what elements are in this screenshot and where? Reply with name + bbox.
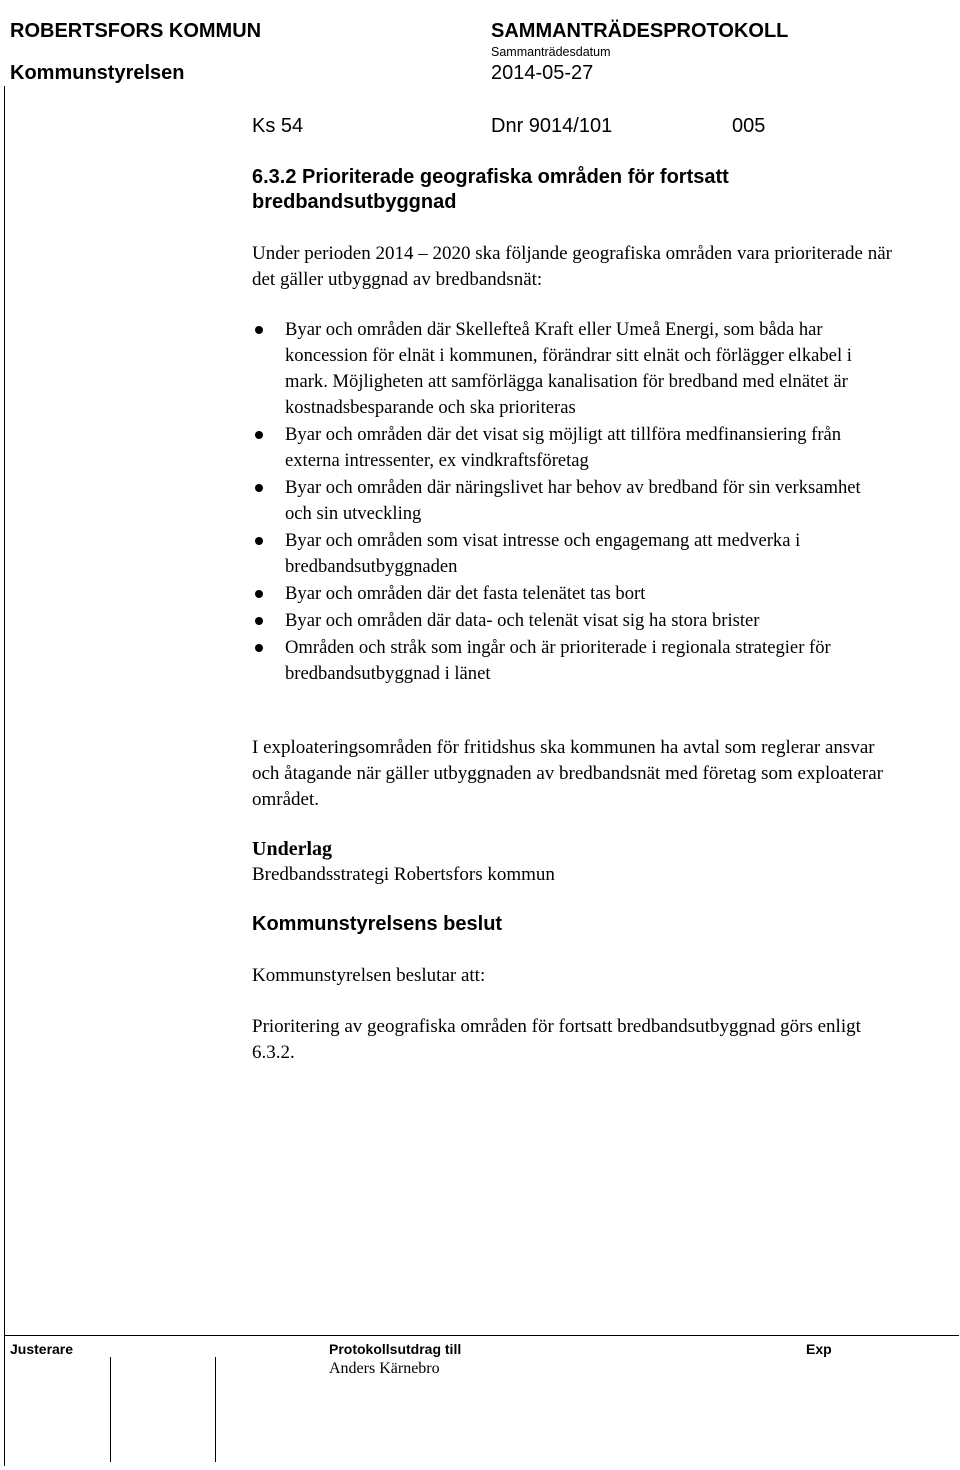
decision-lead: Kommunstyrelsen beslutar att: xyxy=(252,965,486,986)
page-left-border xyxy=(4,86,5,1466)
signature-divider xyxy=(215,1357,216,1462)
bullet-icon xyxy=(255,644,263,652)
meeting-date: 2014-05-27 xyxy=(491,62,594,84)
case-code: 005 xyxy=(732,115,766,137)
exploitation-paragraph: I exploateringsområden för fritidshus ska kommunen ha avtal som reglerar ansvar och åtagande när gäller utbyggnaden av bredbandsnät med företag som exploaterar området. xyxy=(252,737,883,810)
list-item: Byar och områden där data- och telenät visat sig ha stora brister xyxy=(252,608,892,634)
body-name: Kommunstyrelsen xyxy=(10,62,185,84)
bullet-icon xyxy=(255,431,263,439)
intro-paragraph: Under perioden 2014 – 2020 ska följande geografiska områden vara prioriterade när det gäller utbyggnad av bredbandsnät: xyxy=(252,243,892,290)
bullet-icon xyxy=(255,326,263,334)
list-item: Byar och områden där näringslivet har behov av bredband för sin verksamhet och sin utveckling xyxy=(252,475,892,527)
list-item: Områden och stråk som ingår och är prioriterade i regionala strategier för bredbandsutbyggnad i länet xyxy=(252,635,892,687)
footer-rule xyxy=(4,1335,959,1336)
bullet-icon xyxy=(255,590,263,598)
underlag-text: Bredbandsstrategi Robertsfors kommun xyxy=(252,864,555,885)
bullet-icon xyxy=(255,617,263,625)
decision-heading: Kommunstyrelsens beslut xyxy=(252,913,503,935)
date-label: Sammanträdesdatum xyxy=(491,45,611,59)
dnr-number: Dnr 9014/101 xyxy=(491,115,613,137)
signature-divider xyxy=(110,1357,111,1462)
bullet-icon xyxy=(255,484,263,492)
list-item: Byar och områden som visat intresse och engagemang att medverka i bredbandsutbyggnaden xyxy=(252,528,892,580)
municipality-name: ROBERTSFORS KOMMUN xyxy=(10,20,262,42)
protocol-title: SAMMANTRÄDESPROTOKOLL xyxy=(491,20,789,42)
case-number: Ks 54 xyxy=(252,115,304,137)
justerare-label: Justerare xyxy=(10,1341,74,1357)
list-item: Byar och områden där det fasta telenätet tas bort xyxy=(252,581,892,607)
exp-label: Exp xyxy=(806,1341,832,1357)
list-item: Byar och områden där det visat sig möjligt att tillföra medfinansiering från externa intressenter, ex vindkraftsföretag xyxy=(252,422,892,474)
decision-text: Prioritering av geografiska områden för fortsatt bredbandsutbyggnad görs enligt 6.3.2. xyxy=(252,1016,861,1063)
utdrag-label: Protokollsutdrag till xyxy=(329,1341,462,1357)
bullet-icon xyxy=(255,537,263,545)
utdrag-recipient: Anders Kärnebro xyxy=(329,1360,440,1377)
section-heading: 6.3.2 Prioriterade geografiska områden för fortsatt bredbandsutbyggnad xyxy=(252,166,729,213)
list-item: Byar och områden där Skellefteå Kraft eller Umeå Energi, som båda har koncession för elnät i kommunen, förändrar sitt elnät och förlägger elkabel i mark. Möjligheten att samförlägga kanalisation för bredband med elnätet är kostnadsbesparande och ska prioriteras xyxy=(252,317,892,421)
priority-list xyxy=(252,317,892,688)
underlag-heading: Underlag xyxy=(252,838,332,860)
